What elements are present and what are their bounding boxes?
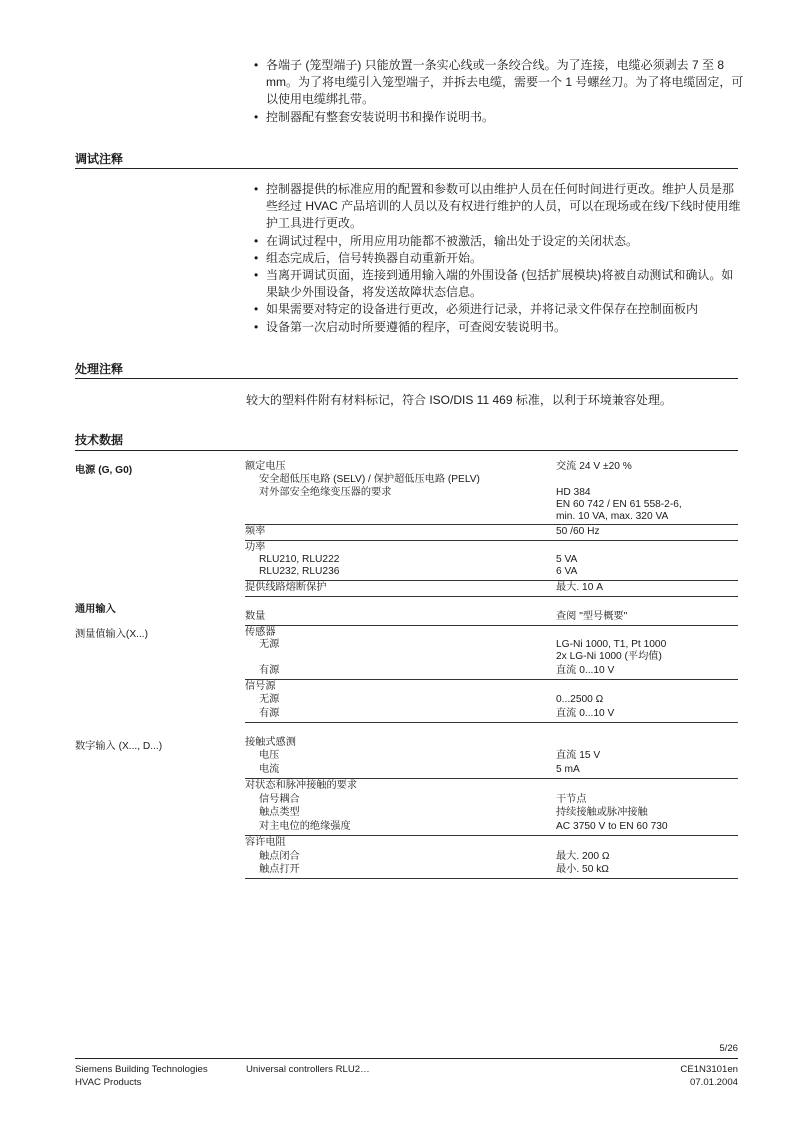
footer-company: Siemens Building Technologies xyxy=(75,1064,208,1075)
table-divider xyxy=(245,596,738,597)
footer-date: 07.01.2004 xyxy=(689,1077,738,1088)
list-item: • 控制器配有整套安装说明书和操作说明书。 xyxy=(254,109,495,124)
list-item: • 在调试过程中，所用应用功能都不被激活，输出处于设定的关闭状态。 xyxy=(254,233,639,248)
section-divider xyxy=(75,378,738,379)
commissioning-notes-list xyxy=(254,181,744,336)
list-item: • 当离开调试页面，连接到通用输入端的外围设备 (包括扩展模块)将被自动测试和确认。如果缺少外围设备，将发送故障状态信息。 xyxy=(254,268,734,300)
table-divider xyxy=(245,835,738,836)
list-item: • 各端子 (笼型端子) 只能放置一条实心线或一条绞合线。为了连接，电缆必须剥去 7 至 8 mm。为了将电缆引入笼型端子，并拆去电缆，需要一个 1 号螺丝刀。为了将电缆固定，可以使用电缆绑扎带。 xyxy=(254,58,744,107)
table-divider xyxy=(245,722,738,723)
section-divider xyxy=(75,450,738,451)
measured-value-inputs-label: 测量值输入(X...) xyxy=(75,629,149,640)
footer-divider xyxy=(75,1058,738,1059)
technical-data-heading: 技术数据 xyxy=(75,433,124,447)
page-number: 5/26 xyxy=(719,1043,738,1054)
list-item: • 控制器提供的标准应用的配置和参数可以由维护人员在任何时间进行更改。维护人员是那些经过 HVAC 产品培训的人员以及有权进行维护的人员，可以在现场或在线/下线时使用维护工具进行更改。 xyxy=(254,182,741,231)
table-divider xyxy=(245,524,738,525)
power-supply-label: 电源 (G, G0) xyxy=(75,465,133,476)
table-divider xyxy=(245,679,738,680)
footer-division: HVAC Products xyxy=(75,1077,142,1088)
installation-notes-list xyxy=(254,57,744,126)
list-item: • 组态完成后，信号转换器自动重新开始。 xyxy=(254,250,483,265)
disposal-heading: 处理注释 xyxy=(75,362,124,376)
footer-doc-id: CE1N3101en xyxy=(680,1064,738,1075)
digital-inputs-label: 数字输入 (X..., D...) xyxy=(75,741,163,752)
commissioning-heading: 调试注释 xyxy=(75,152,124,166)
table-divider xyxy=(245,625,738,626)
table-divider xyxy=(245,580,738,581)
list-item: • 如果需要对特定的设备进行更改，必须进行记录，并将记录文件保存在控制面板内 xyxy=(254,302,699,317)
table-divider xyxy=(245,540,738,541)
section-divider xyxy=(75,168,738,169)
footer-product: Universal controllers RLU2… xyxy=(246,1064,370,1075)
table-divider xyxy=(245,778,738,779)
disposal-text: 较大的塑料件附有材料标记，符合 ISO/DIS 11 469 标准，以利于环境兼容处理。 xyxy=(246,393,672,407)
universal-inputs-label: 通用输入 xyxy=(75,604,116,615)
list-item: • 设备第一次启动时所要遵循的程序，可查阅安装说明书。 xyxy=(254,319,567,334)
table-divider xyxy=(245,878,738,879)
